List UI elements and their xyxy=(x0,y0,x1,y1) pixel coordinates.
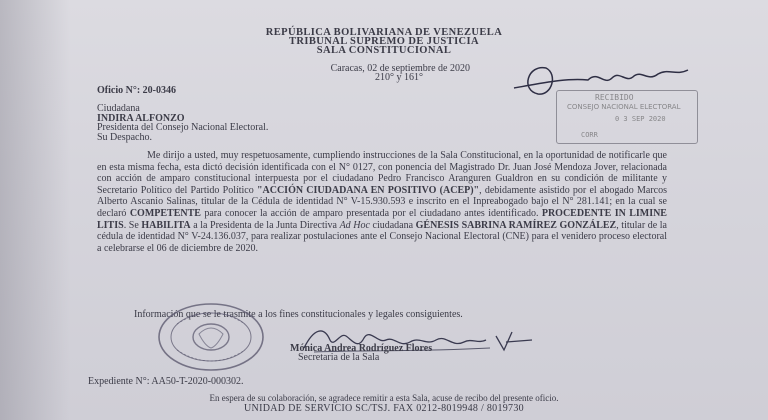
body-text: , debidamente asistido por el abogado Marcos Alberto Ascanio Salinas, titular de la Cédula de identidad N° V-15.930.593 e inscrito en el Inpreabogado bajo el N° 281.141; en la cual se declaró xyxy=(97,184,667,219)
ad-hoc-text: Ad Hoc xyxy=(339,219,370,231)
recipient-salutation: Ciudadana xyxy=(97,103,140,114)
page-shadow xyxy=(0,0,70,420)
stamp-date: 0 3 SEP 2020 xyxy=(615,115,666,123)
signatory-title: Secretaria de la Sala xyxy=(298,352,380,363)
closing-line: Información que se le trasmite a los fines constitucionales y legales consiguientes. xyxy=(134,309,463,320)
oficio-value: 20-0346 xyxy=(142,85,176,96)
party-name: "ACCIÓN CIUDADANA EN POSITIVO (ACEP)" xyxy=(256,184,480,196)
header-tribunal: TRIBUNAL SUPREMO DE JUSTICIA xyxy=(288,36,480,47)
ruling-competente: COMPETENTE xyxy=(129,207,201,219)
footer-service-unit: UNIDAD DE SERVICIO SC/TSJ. FAX 0212-8019948 / 8019730 xyxy=(244,403,524,414)
oficio-number xyxy=(97,85,176,96)
signatory-name: Mónica Andrea Rodríguez Flores xyxy=(290,343,433,354)
expediente-number: Expediente N°: AA50-T-2020-000302. xyxy=(88,376,244,387)
place-date: Caracas, 02 de septiembre de 2020 xyxy=(330,63,470,74)
official-seal-icon xyxy=(157,302,265,372)
recipient-name: INDIRA ALFONZO xyxy=(97,112,185,124)
oficio-label: Oficio N°: xyxy=(97,85,141,96)
recipient-position: Presidenta del Consejo Nacional Electoral. xyxy=(97,122,269,133)
header-sala: SALA CONSTITUCIONAL xyxy=(316,45,452,56)
received-stamp xyxy=(556,90,698,144)
body-text: , titular de la cédula de identidad N° V-24.136.037, para realizar postulaciones ante el Consejo Nacional Electoral (CNE) para el venidero proceso electoral a celebrarse el 06 de diciembre de 2020. xyxy=(97,219,668,254)
recipient-office: Su Despacho. xyxy=(97,131,152,143)
body-paragraph xyxy=(97,150,667,254)
ruling-procedente: PROCEDENTE IN LIMINE LITIS xyxy=(97,207,667,231)
body-text: ciudadana xyxy=(369,219,416,231)
stamp-note: CORR xyxy=(581,131,598,139)
body-text: Me dirijo a usted, muy respetuosamente, cumpliendo instrucciones de la Sala Constitucional, en la oportunidad de notificarle que en esta misma fecha, esta dictó decisión identificada con el N° 0127, con ponencia del Magistrado Dr. Juan José Mendoza Jover, relacionada con acción de amparo constitucional interpuesta por el ciudadano Pedro Francisco Aranguren Gualdron en su condición de militante y Secretario Político del Partido Político xyxy=(97,150,667,196)
stamp-title: RECIBIDO xyxy=(595,93,634,102)
historical-codes: 210° y 161° xyxy=(375,72,423,83)
body-text: a la Presidenta de la Junta Directiva xyxy=(190,219,340,231)
recipient-block xyxy=(97,104,268,142)
ruling-habilita: HABILITA xyxy=(141,219,191,231)
footer-note: En espera de su colaboración, se agradece remitir a esta Sala, acuse de recibo del presente oficio. xyxy=(209,393,559,403)
body-text: para conocer la acción de amparo presentada por el ciudadano antes identificado. xyxy=(200,207,542,219)
habilitated-person: GÉNESIS SABRINA RAMÍREZ GONZÁLEZ xyxy=(415,219,617,231)
body-text: . Se xyxy=(123,219,142,231)
stamp-organization: CONSEJO NACIONAL ELECTORAL xyxy=(567,103,681,111)
header-republic: REPÚBLICA BOLIVARIANA DE VENEZUELA xyxy=(265,27,503,38)
letter-body xyxy=(97,150,667,254)
